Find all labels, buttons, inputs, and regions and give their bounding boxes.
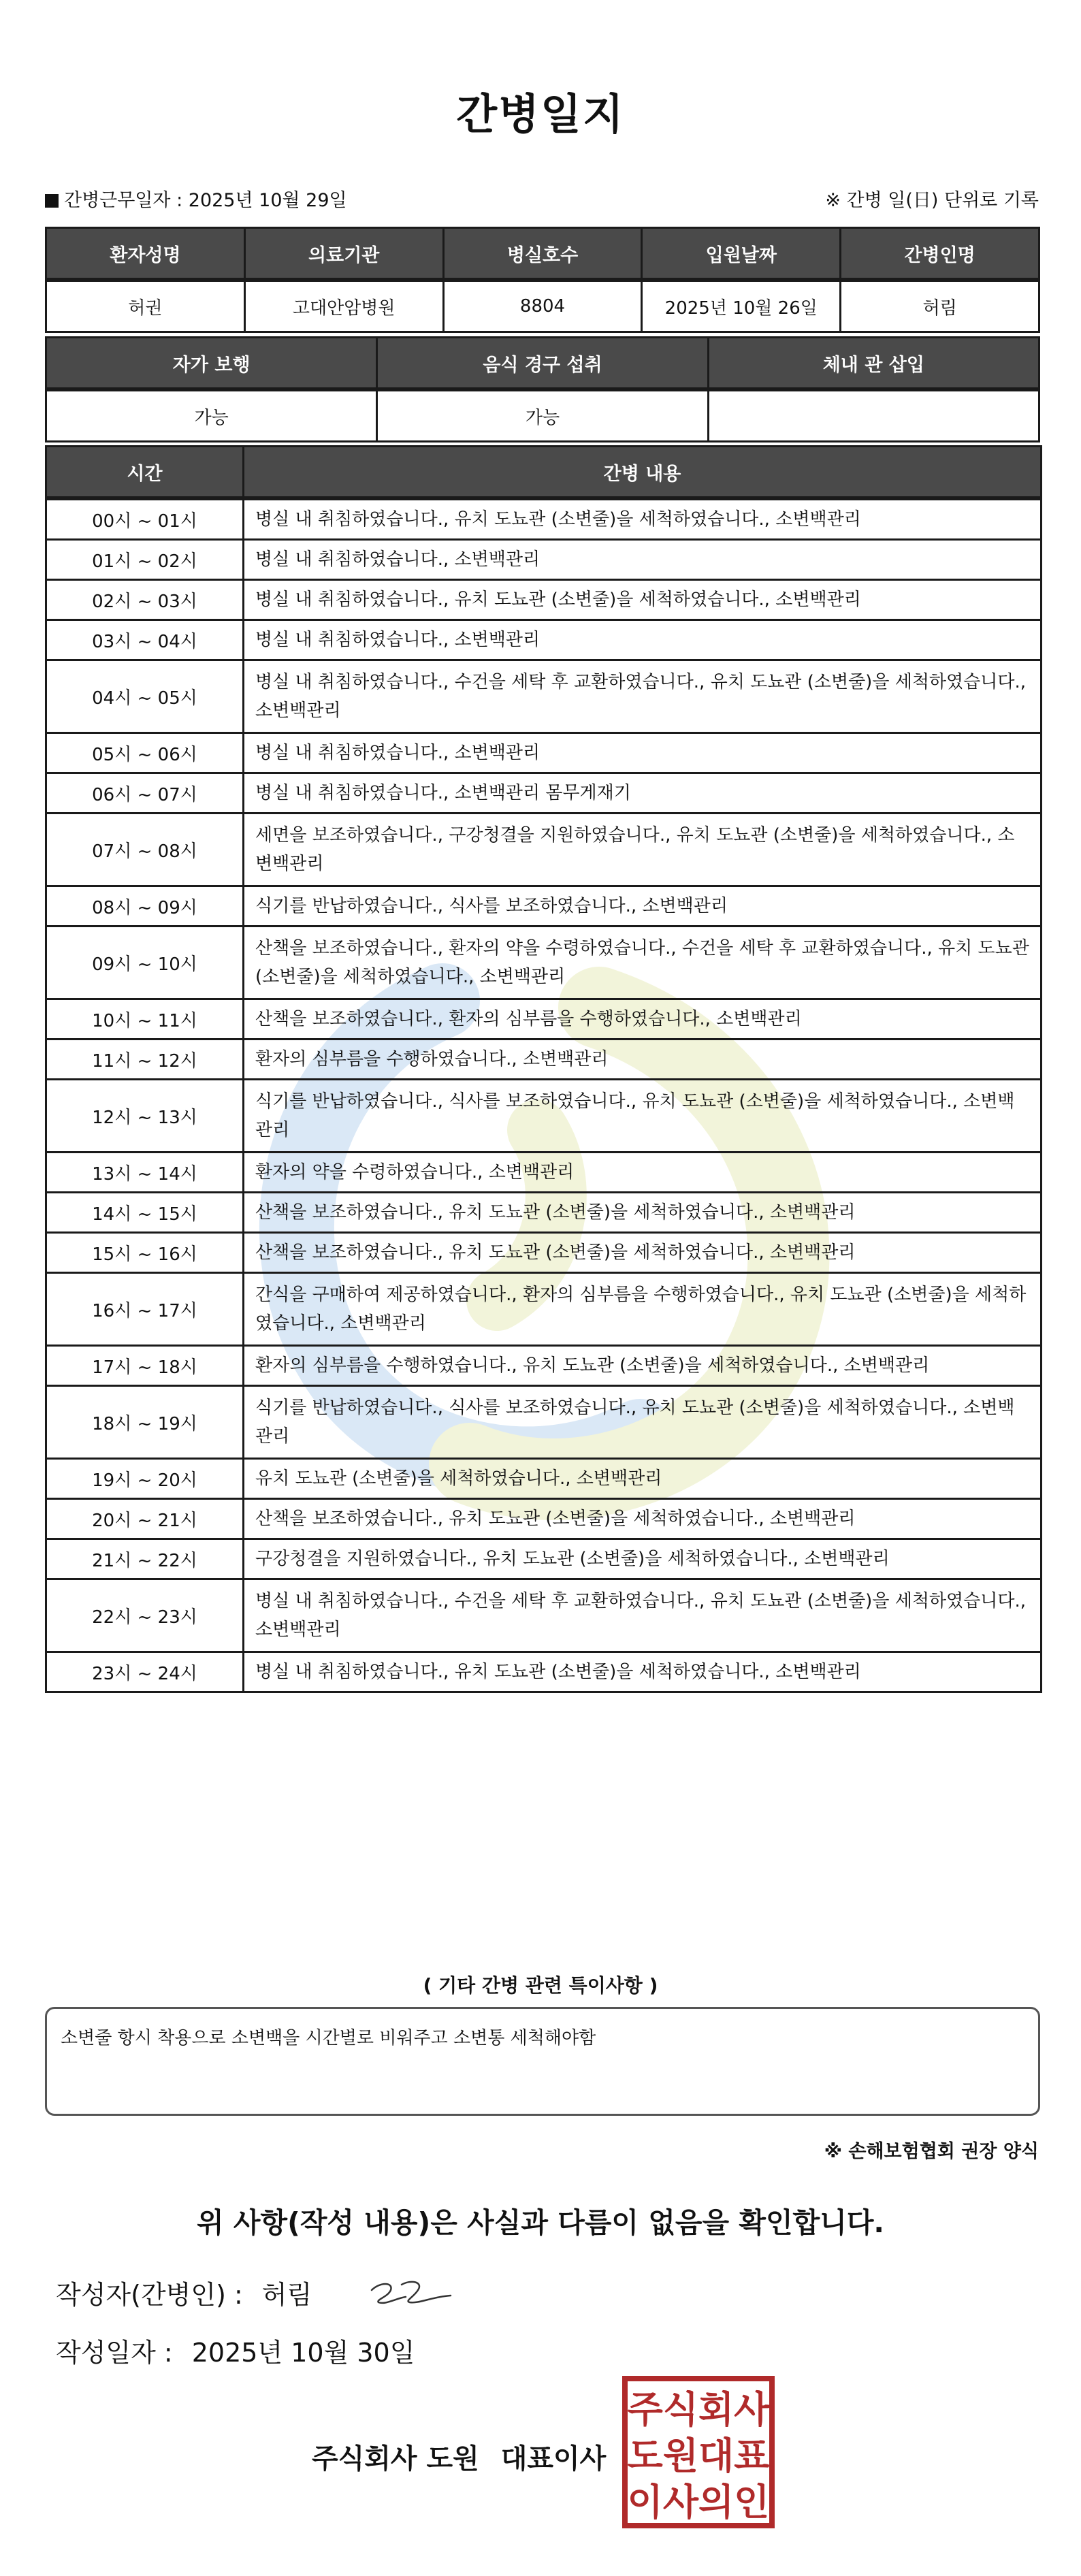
header-room-number: 병실호수	[443, 228, 642, 280]
row-content: 식기를 반납하였습니다., 식사를 보조하였습니다., 소변백관리	[244, 886, 1042, 927]
table-row	[46, 1499, 1042, 1539]
row-content: 환자의 심부름을 수행하였습니다., 소변백관리	[244, 1040, 1042, 1080]
svg-text:도원대표: 도원대표	[627, 2434, 770, 2477]
writer-name: 허림	[261, 2280, 312, 2310]
company-signature-line	[312, 2437, 606, 2476]
written-date-value: 2025년 10월 30일	[191, 2338, 415, 2368]
written-date-line	[56, 2332, 415, 2369]
hospital-name: 고대안암병원	[244, 280, 443, 332]
company-name: 주식회사 도원	[312, 2443, 479, 2475]
row-content: 구강청결을 지원하였습니다., 유치 도뇨관 (소변줄)을 세척하였습니다., 소변백관리	[244, 1539, 1042, 1579]
row-time: 08시 ~ 09시	[46, 886, 244, 927]
row-time: 17시 ~ 18시	[46, 1346, 244, 1386]
special-notes-box	[45, 2007, 1040, 2116]
header-patient-name: 환자성명	[46, 228, 245, 280]
header-self-walking: 자가 보행	[46, 338, 377, 390]
table-row	[46, 1080, 1042, 1153]
patient-name: 허권	[46, 280, 245, 332]
company-seal-icon	[621, 2374, 776, 2530]
row-time: 14시 ~ 15시	[46, 1193, 244, 1233]
row-time: 07시 ~ 08시	[46, 814, 244, 886]
row-time: 09시 ~ 10시	[46, 927, 244, 999]
work-date-label: 간병근무일자	[64, 190, 171, 211]
row-time: 16시 ~ 17시	[46, 1273, 244, 1346]
table-row	[46, 1652, 1042, 1692]
header-care-content: 간병 내용	[244, 447, 1042, 499]
table-row	[46, 773, 1042, 814]
table-row	[46, 999, 1042, 1040]
row-time: 10시 ~ 11시	[46, 999, 244, 1040]
row-time: 03시 ~ 04시	[46, 620, 244, 660]
row-content: 병실 내 취침하였습니다., 소변백관리	[244, 540, 1042, 580]
admission-date: 2025년 10월 26일	[642, 280, 841, 332]
writer-label: 작성자(간병인) :	[56, 2280, 243, 2310]
table-row	[46, 1459, 1042, 1499]
unit-note: ※ 간병 일(日) 단위로 기록	[825, 190, 1039, 211]
table-row	[46, 1040, 1042, 1080]
row-content: 산책을 보조하였습니다., 유치 도뇨관 (소변줄)을 세척하였습니다., 소변백관리	[244, 1499, 1042, 1539]
room-number: 8804	[443, 280, 642, 332]
patient-info-table	[45, 227, 1040, 333]
table-row	[46, 1579, 1042, 1652]
header-tube-insertion: 체내 관 삽입	[708, 338, 1039, 390]
row-time: 23시 ~ 24시	[46, 1652, 244, 1692]
table-row	[46, 1386, 1042, 1459]
special-notes-text: 소변줄 항시 착용으로 소변백을 시간별로 비워주고 소변통 세척해야함	[61, 2028, 596, 2048]
square-bullet-icon	[45, 194, 59, 208]
table-row	[46, 1153, 1042, 1193]
table-row	[46, 1346, 1042, 1386]
row-time: 13시 ~ 14시	[46, 1153, 244, 1193]
care-log-table	[45, 445, 1042, 1693]
confirmation-statement: 위 사항(작성 내용)은 사실과 다름이 없음을 확인합니다.	[196, 2206, 885, 2239]
row-content: 환자의 심부름을 수행하였습니다., 유치 도뇨관 (소변줄)을 세척하였습니다., 소변백관리	[244, 1346, 1042, 1386]
row-content: 식기를 반납하였습니다., 식사를 보조하였습니다., 유치 도뇨관 (소변줄)을 세척하였습니다., 소변백관리	[244, 1386, 1042, 1459]
row-content: 환자의 약을 수령하였습니다., 소변백관리	[244, 1153, 1042, 1193]
table-row	[46, 733, 1042, 773]
row-content: 병실 내 취침하였습니다., 소변백관리	[244, 620, 1042, 660]
header-time: 시간	[46, 447, 244, 499]
patient-status-table	[45, 336, 1040, 442]
table-row	[46, 580, 1042, 620]
self-walking-value: 가능	[46, 389, 377, 442]
company-role: 대표이사	[500, 2443, 607, 2475]
row-content: 병실 내 취침하였습니다., 유치 도뇨관 (소변줄)을 세척하였습니다., 소변백관리	[244, 580, 1042, 620]
table-row	[46, 1233, 1042, 1273]
row-content: 병실 내 취침하였습니다., 수건을 세탁 후 교환하였습니다., 유치 도뇨관 (소변줄)을 세척하였습니다., 소변백관리	[244, 660, 1042, 733]
row-time: 04시 ~ 05시	[46, 660, 244, 733]
written-date-label: 작성일자 :	[56, 2338, 173, 2368]
table-row	[46, 540, 1042, 580]
tube-insertion-value	[708, 389, 1039, 442]
header-admission-date: 입원날짜	[642, 228, 841, 280]
row-time: 18시 ~ 19시	[46, 1386, 244, 1459]
table-row	[46, 660, 1042, 733]
table-row	[46, 1539, 1042, 1579]
table-row	[46, 1273, 1042, 1346]
row-time: 12시 ~ 13시	[46, 1080, 244, 1153]
row-time: 15시 ~ 16시	[46, 1233, 244, 1273]
svg-text:이사의인: 이사의인	[627, 2481, 770, 2524]
writer-line	[56, 2274, 312, 2311]
row-content: 산책을 보조하였습니다., 환자의 약을 수령하였습니다., 수건을 세탁 후 교환하였습니다., 유치 도뇨관 (소변줄)을 세척하였습니다., 소변백관리	[244, 927, 1042, 999]
row-content: 병실 내 취침하였습니다., 유치 도뇨관 (소변줄)을 세척하였습니다., 소변백관리	[244, 498, 1042, 540]
header-oral-intake: 음식 경구 섭취	[377, 338, 708, 390]
row-content: 병실 내 취침하였습니다., 유치 도뇨관 (소변줄)을 세척하였습니다., 소변백관리	[244, 1652, 1042, 1692]
page-title: 간병일지	[456, 89, 625, 139]
oral-intake-value: 가능	[377, 389, 708, 442]
row-content: 병실 내 취침하였습니다., 수건을 세탁 후 교환하였습니다., 유치 도뇨관 (소변줄)을 세척하였습니다., 소변백관리	[244, 1579, 1042, 1652]
row-time: 19시 ~ 20시	[46, 1459, 244, 1499]
table-row	[46, 927, 1042, 999]
row-content: 산책을 보조하였습니다., 유치 도뇨관 (소변줄)을 세척하였습니다., 소변백관리	[244, 1193, 1042, 1233]
table-row	[46, 498, 1042, 540]
row-time: 02시 ~ 03시	[46, 580, 244, 620]
row-time: 20시 ~ 21시	[46, 1499, 244, 1539]
row-content: 산책을 보조하였습니다., 유치 도뇨관 (소변줄)을 세척하였습니다., 소변백관리	[244, 1233, 1042, 1273]
row-content: 병실 내 취침하였습니다., 소변백관리 몸무게재기	[244, 773, 1042, 814]
care-log-rows	[46, 498, 1042, 1692]
caregiver-name: 허림	[841, 280, 1039, 332]
table-row	[46, 1193, 1042, 1233]
header-caregiver-name: 간병인명	[841, 228, 1039, 280]
row-content: 간식을 구매하여 제공하였습니다., 환자의 심부름을 수행하였습니다., 유치 도뇨관 (소변줄)을 세척하였습니다., 소변백관리	[244, 1273, 1042, 1346]
row-content: 병실 내 취침하였습니다., 소변백관리	[244, 733, 1042, 773]
table-row	[46, 620, 1042, 660]
row-time: 00시 ~ 01시	[46, 498, 244, 540]
row-time: 22시 ~ 23시	[46, 1579, 244, 1652]
work-date-line: 간병근무일자 : 2025년 10월 29일	[45, 185, 347, 212]
table-row	[46, 886, 1042, 927]
row-time: 06시 ~ 07시	[46, 773, 244, 814]
work-date-value: 2025년 10월 29일	[188, 190, 347, 211]
table-row	[46, 814, 1042, 886]
row-time: 05시 ~ 06시	[46, 733, 244, 773]
svg-text:주식회사: 주식회사	[627, 2388, 770, 2431]
recommendation-note: ※ 손해보험협회 권장 양식	[824, 2141, 1039, 2162]
row-time: 21시 ~ 22시	[46, 1539, 244, 1579]
handwritten-signature	[366, 2270, 455, 2317]
row-time: 01시 ~ 02시	[46, 540, 244, 580]
row-content: 산책을 보조하였습니다., 환자의 심부름을 수행하였습니다., 소변백관리	[244, 999, 1042, 1040]
row-time: 11시 ~ 12시	[46, 1040, 244, 1080]
special-notes-title: ( 기타 간병 관련 특이사항 )	[423, 1974, 658, 1997]
row-content: 세면을 보조하였습니다., 구강청결을 지원하였습니다., 유치 도뇨관 (소변줄)을 세척하였습니다., 소변백관리	[244, 814, 1042, 886]
row-content: 유치 도뇨관 (소변줄)을 세척하였습니다., 소변백관리	[244, 1459, 1042, 1499]
row-content: 식기를 반납하였습니다., 식사를 보조하였습니다., 유치 도뇨관 (소변줄)을 세척하였습니다., 소변백관리	[244, 1080, 1042, 1153]
header-hospital: 의료기관	[244, 228, 443, 280]
